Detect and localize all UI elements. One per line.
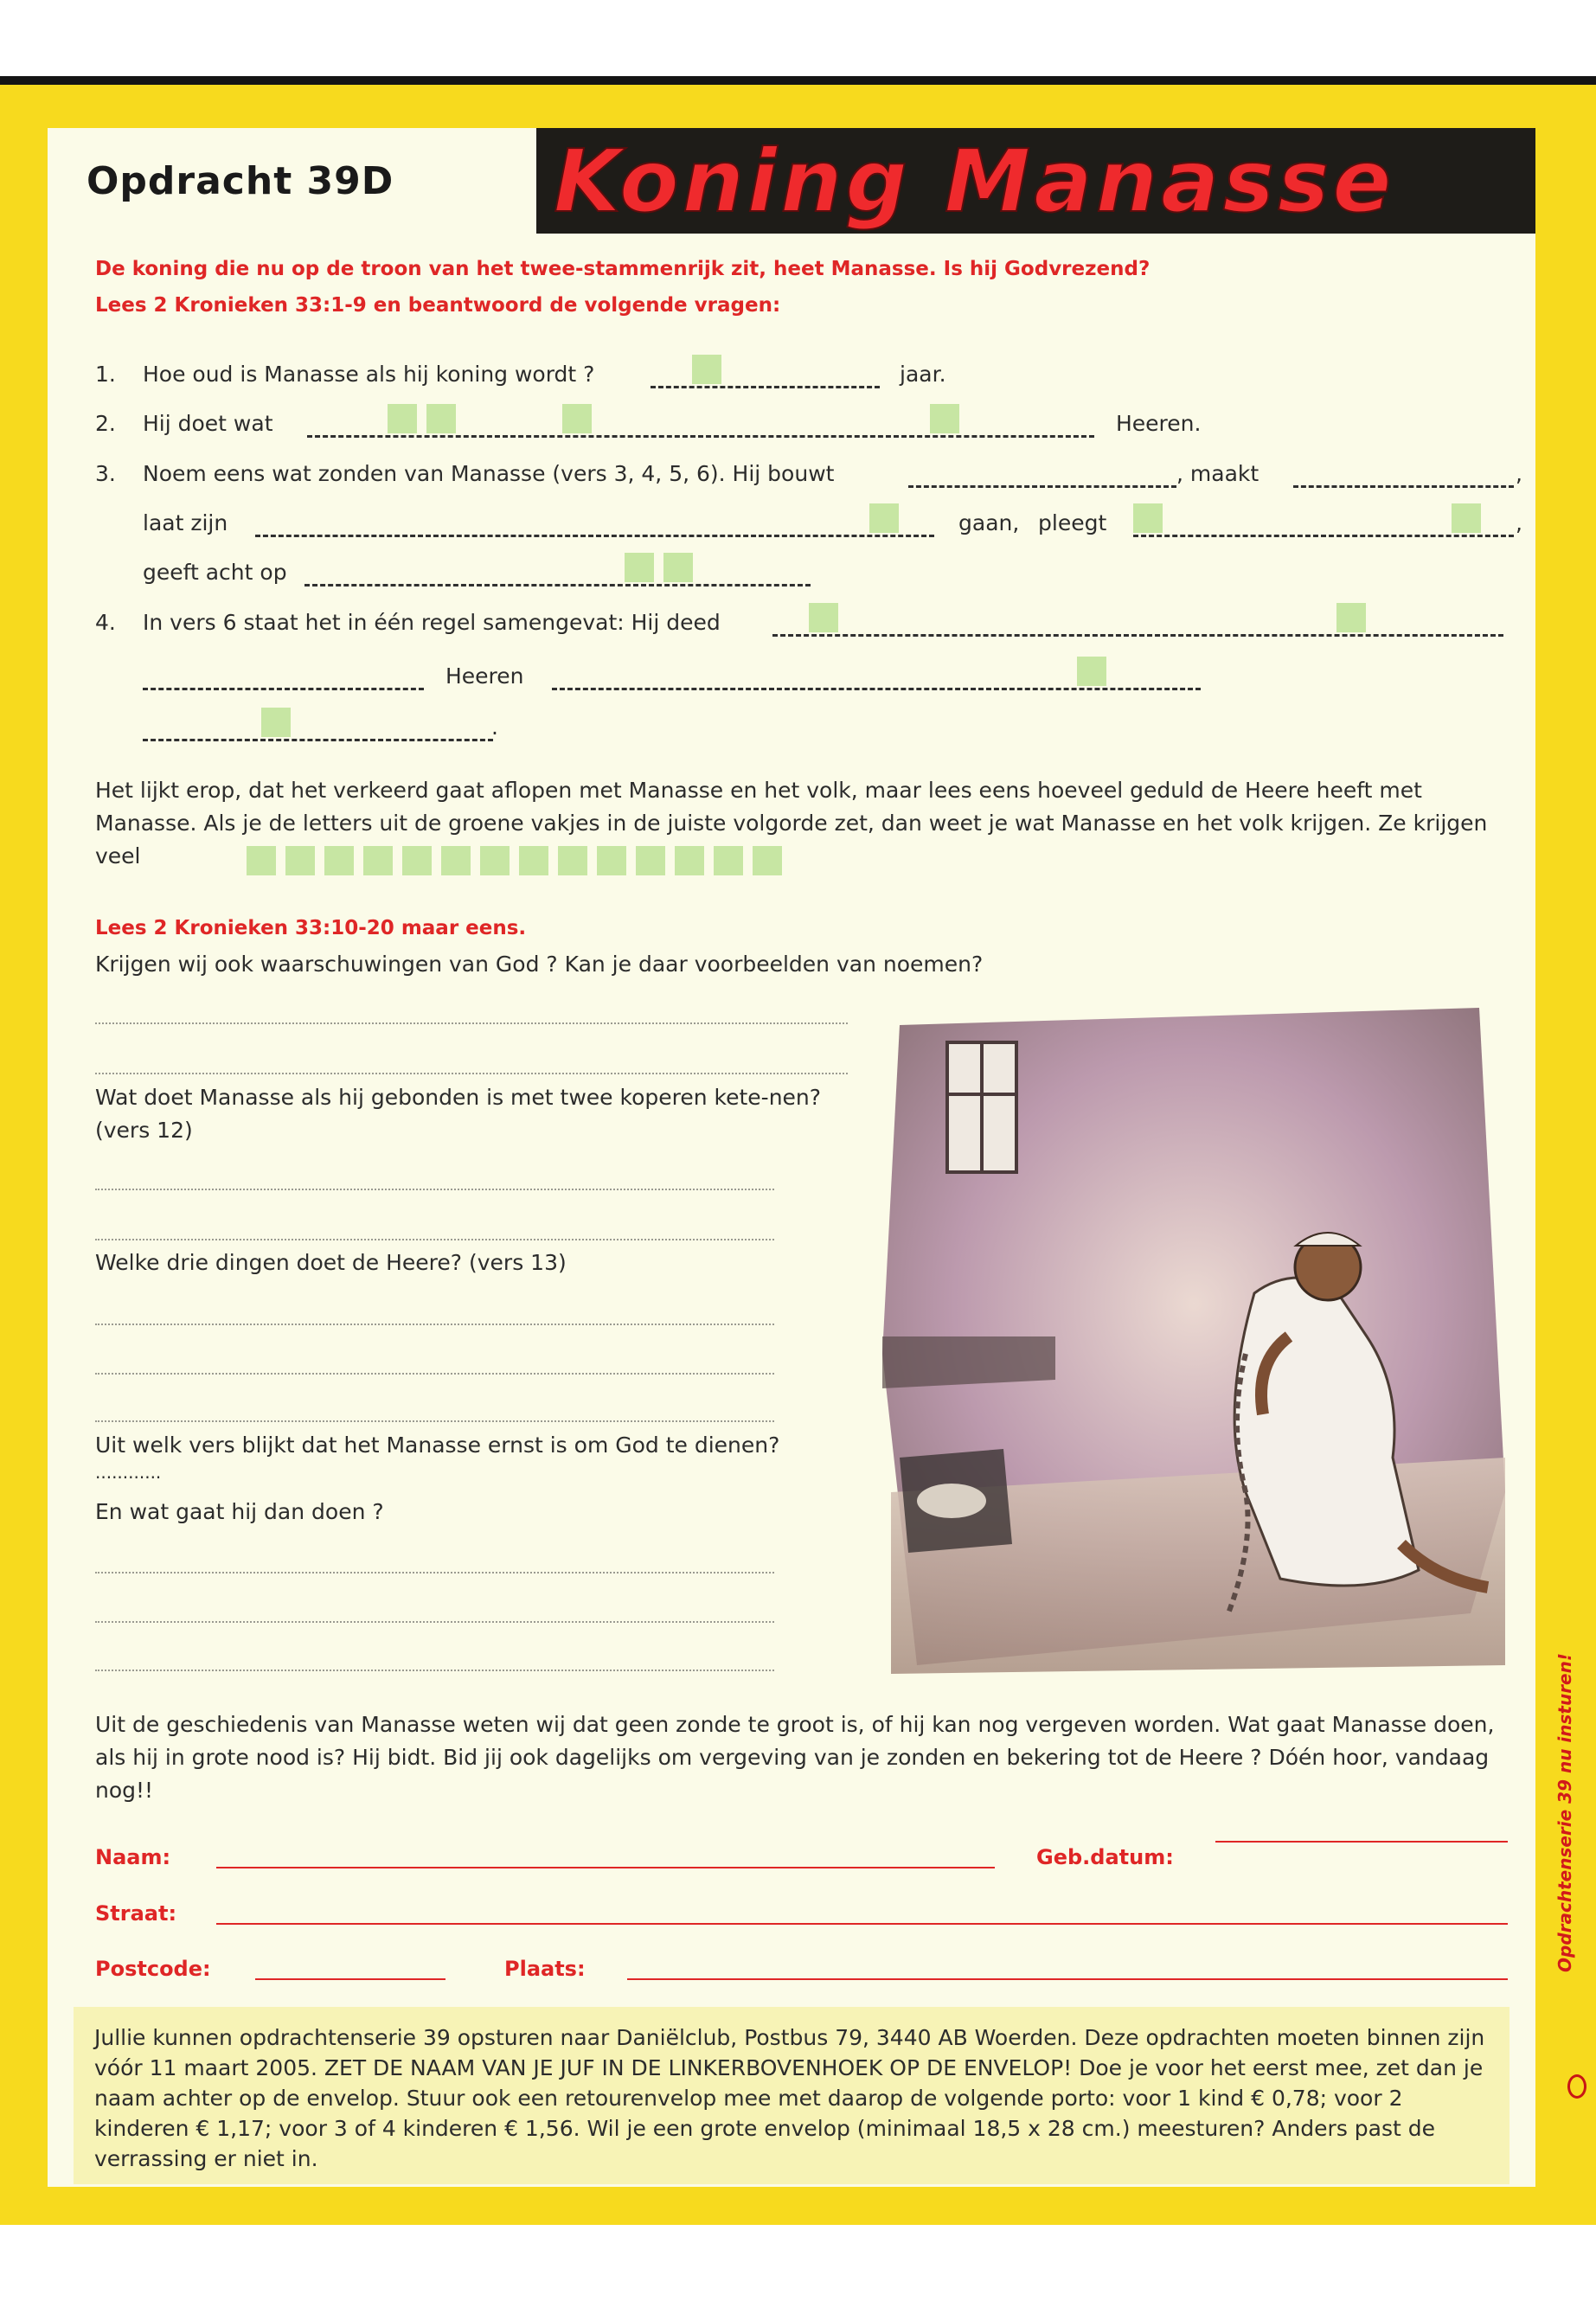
q3-green-box-1[interactable] bbox=[869, 503, 899, 533]
name-field[interactable] bbox=[216, 1867, 995, 1868]
city-field[interactable] bbox=[627, 1978, 1508, 1980]
solution-box[interactable] bbox=[675, 846, 704, 875]
q1-suffix: jaar. bbox=[900, 362, 946, 387]
q3-line2-start: laat zijn bbox=[143, 510, 228, 535]
q3-green-box-3[interactable] bbox=[1452, 503, 1481, 533]
solution-text: Het lijkt erop, dat het verkeerd gaat aflopen met Manasse en het volk, maar lees eens hoeveel geduld de Heere heeft met Manasse. Als je de letters uit de groene vakjes in de juiste volgorde zet, dan weet je wat Manasse en het volk krijgen. Ze krijgen veel bbox=[95, 778, 1488, 868]
answer-line[interactable] bbox=[95, 1371, 774, 1375]
solution-box[interactable] bbox=[247, 846, 276, 875]
q4-text: In vers 6 staat het in één regel samengevat: Hij deed bbox=[143, 610, 721, 635]
worksheet-header bbox=[48, 128, 1535, 234]
q3-green-box-5[interactable] bbox=[663, 553, 693, 582]
q4-blanks-line1[interactable] bbox=[772, 629, 1503, 637]
manasse-praying-illustration bbox=[882, 1008, 1514, 1682]
q3-blanks-acht[interactable] bbox=[304, 579, 811, 586]
q4-green-box-2[interactable] bbox=[1336, 603, 1366, 632]
side-circle-icon bbox=[1567, 2074, 1586, 2099]
postcode-field[interactable] bbox=[255, 1978, 445, 1980]
worksheet-title: Koning Manasse bbox=[554, 130, 1395, 232]
postcode-label: Postcode: bbox=[95, 1957, 211, 1981]
street-label: Straat: bbox=[95, 1901, 177, 1926]
top-black-band bbox=[0, 76, 1596, 85]
intro-line-2: Lees 2 Kronieken 33:1-9 en beantwoord de volgende vragen: bbox=[95, 294, 781, 317]
solution-box[interactable] bbox=[402, 846, 432, 875]
answer-line[interactable] bbox=[95, 1668, 774, 1671]
answer-line[interactable] bbox=[95, 1619, 774, 1623]
q4-blanks-line3[interactable] bbox=[143, 734, 493, 741]
solution-box[interactable] bbox=[324, 846, 354, 875]
title-box bbox=[554, 128, 1531, 234]
part2-heading: Lees 2 Kronieken 33:10-20 maar eens. bbox=[95, 917, 527, 939]
q3-green-box-4[interactable] bbox=[625, 553, 654, 582]
q3-number: 3. bbox=[95, 461, 116, 486]
q-which-verse: Uit welk vers blijkt dat het Manasse ernst is om God te dienen? bbox=[95, 1433, 780, 1458]
q4-green-box-3[interactable] bbox=[1077, 657, 1106, 686]
q3-blanks-bouwt[interactable] bbox=[908, 480, 1176, 488]
q2-number: 2. bbox=[95, 411, 116, 436]
q1-text: Hoe oud is Manasse als hij koning wordt ? bbox=[143, 362, 595, 387]
solution-box[interactable] bbox=[714, 846, 743, 875]
assignment-label-box bbox=[48, 128, 536, 234]
birthdate-label: Geb.datum: bbox=[1036, 1845, 1174, 1869]
q4-number: 4. bbox=[95, 610, 116, 635]
q3-line2-mid1: gaan, bbox=[958, 510, 1020, 535]
q3-line2-end: , bbox=[1516, 510, 1522, 535]
q4-green-box-1[interactable] bbox=[809, 603, 838, 632]
q4-mid: Heeren bbox=[445, 663, 524, 689]
mailing-instructions bbox=[74, 2007, 1509, 2184]
q4-end: . bbox=[491, 715, 498, 740]
q2-green-box-1[interactable] bbox=[388, 404, 417, 433]
q2-green-box-3[interactable] bbox=[562, 404, 592, 433]
birthdate-field[interactable] bbox=[1215, 1841, 1508, 1843]
q1-answer-blanks[interactable] bbox=[651, 381, 880, 388]
q3-green-box-2[interactable] bbox=[1133, 503, 1163, 533]
solution-box[interactable] bbox=[558, 846, 587, 875]
q2-answer-blanks[interactable] bbox=[307, 430, 1094, 438]
answer-line[interactable] bbox=[95, 1021, 848, 1024]
q-which-verse-dots[interactable]: ............ bbox=[95, 1462, 162, 1483]
solution-box[interactable] bbox=[441, 846, 471, 875]
answer-line[interactable] bbox=[95, 1570, 774, 1574]
answer-line[interactable] bbox=[95, 1237, 774, 1240]
q2-text: Hij doet wat bbox=[143, 411, 273, 436]
solution-box[interactable] bbox=[363, 846, 393, 875]
solution-box[interactable] bbox=[285, 846, 315, 875]
q3-end1: , bbox=[1516, 461, 1522, 486]
q1-number: 1. bbox=[95, 362, 116, 387]
city-label: Plaats: bbox=[504, 1957, 586, 1981]
q-what-then: En wat gaat hij dan doen ? bbox=[95, 1499, 384, 1524]
solution-box[interactable] bbox=[480, 846, 510, 875]
side-label: Opdrachtenserie 39 nu insturen! bbox=[1554, 1653, 1575, 1972]
street-field[interactable] bbox=[216, 1923, 1508, 1925]
answer-line[interactable] bbox=[95, 1187, 774, 1190]
q2-green-box-2[interactable] bbox=[426, 404, 456, 433]
solution-boxes[interactable] bbox=[247, 846, 782, 874]
q3-blanks-maakt[interactable] bbox=[1293, 480, 1514, 488]
q-warnings: Krijgen wij ook waarschuwingen van God ? Kan je daar voorbeelden van noemen? bbox=[95, 952, 984, 977]
q4-blanks-line2a[interactable] bbox=[143, 683, 424, 690]
answer-line[interactable] bbox=[95, 1071, 848, 1074]
assignment-number: Opdracht 39D bbox=[87, 158, 394, 203]
answer-line[interactable] bbox=[95, 1419, 774, 1422]
q3-mid1: , maakt bbox=[1176, 461, 1259, 486]
solution-box[interactable] bbox=[753, 846, 782, 875]
mailing-text: Jullie kunnen opdrachtenserie 39 opsturen naar Daniëlclub, Postbus 79, 3440 AB Woerden. Deze opdrachten moeten binnen zijn vóór 11 maart 2005. ZET DE NAAM VAN JE JUF IN DE LINKERBOVENHOEK OP DE ENVELOP! Doe je voor het eerst mee, zet dan je naam achter op de envelop. Stuur ook een retourenvelop mee met daarop de volgende porto: voor 1 kind € 0,78; voor 2 kinderen € 1,17; voor 3 of 4 kinderen € 1,56. Wil je een grote envelop (minimaal 18,5 x 28 cm.) meesturen? Anders past de verrassing er niet in. bbox=[94, 2025, 1485, 2171]
q1-green-box[interactable] bbox=[692, 355, 721, 384]
solution-box[interactable] bbox=[519, 846, 548, 875]
solution-box[interactable] bbox=[636, 846, 665, 875]
q3-line2-mid2: pleegt bbox=[1038, 510, 1107, 535]
answer-line[interactable] bbox=[95, 1322, 774, 1325]
q2-suffix: Heeren. bbox=[1116, 411, 1202, 436]
q2-green-box-4[interactable] bbox=[930, 404, 959, 433]
solution-box[interactable] bbox=[597, 846, 626, 875]
name-label: Naam: bbox=[95, 1845, 171, 1869]
q4-green-box-4[interactable] bbox=[261, 708, 291, 737]
intro-line-1: De koning die nu op de troon van het twee-stammenrijk zit, heet Manasse. Is hij Godvrezend? bbox=[95, 258, 1151, 280]
q-bound: Wat doet Manasse als hij gebonden is met twee koperen kete-nen? (vers 12) bbox=[95, 1085, 822, 1143]
q3-blanks-laat[interactable] bbox=[255, 529, 934, 537]
q3-line3-start: geeft acht op bbox=[143, 560, 287, 585]
q3-text: Noem eens wat zonden van Manasse (vers 3, 4, 5, 6). Hij bouwt bbox=[143, 461, 835, 486]
closing-paragraph: Uit de geschiedenis van Manasse weten wij dat geen zonde te groot is, of hij kan nog vergeven worden. Wat gaat Manasse doen, als hij in grote nood is? Hij bidt. Bid jij ook dagelijks om vergeving van je zonden en bekering tot de Heere ? Dóén hoor, vandaag nog!! bbox=[95, 1712, 1495, 1803]
q-three-things: Welke drie dingen doet de Heere? (vers 13) bbox=[95, 1250, 567, 1275]
